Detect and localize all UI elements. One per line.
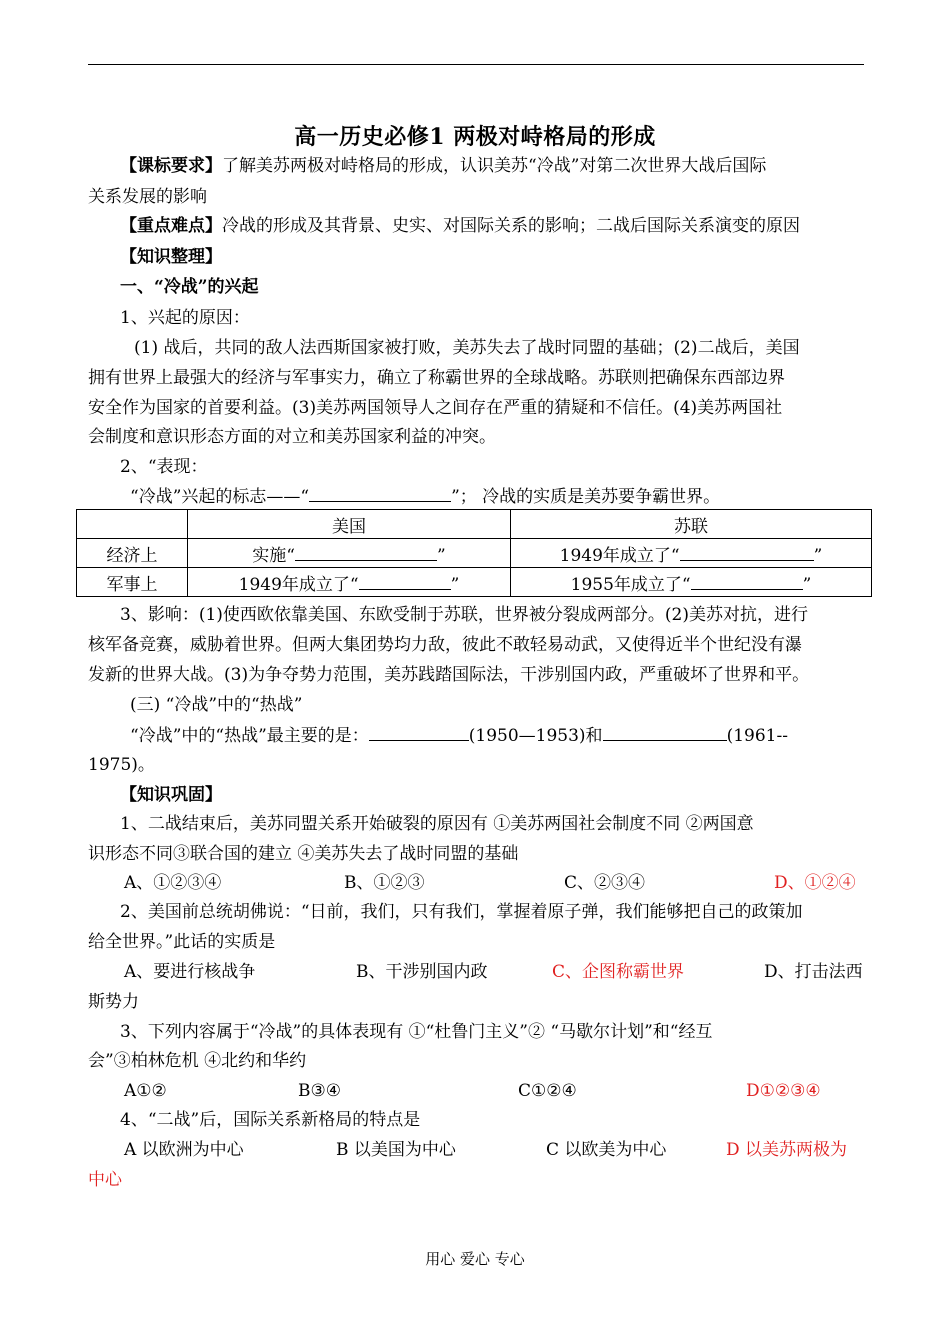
impact-line: 3、影响：(1)使西欧依靠美国、东欧受制于苏联，世界被分裂成两部分。(2)美苏对抗，进行 — [120, 605, 808, 625]
causes-line: 安全作为国家的首要利益。(3)美苏两国领导人之间存在严重的猜疑和不信任。(4)美苏两国社 — [88, 398, 783, 418]
question-2: 2、美国前总统胡佛说：“日前，我们，只有我们，掌握着原子弹，我们能够把自己的政策加 — [120, 902, 803, 922]
knowledge-heading: 【知识整理】 — [120, 247, 222, 267]
causes-line: (1) 战后，共同的敌人法西斯国家被打败，美苏失去了战时同盟的基础；(2)二战后，美国 — [134, 338, 800, 358]
option-b[interactable]: B、①②③ — [344, 873, 425, 893]
hot-war-question: “冷战”中的“热战”最主要的是： (1950—1953)和 (1961-- — [130, 726, 788, 746]
page-footer: 用心 爱心 专心 — [425, 1250, 525, 1268]
table-cell: 1949年成立了“ ” — [188, 568, 511, 597]
option-a[interactable]: A、要进行核战争 — [124, 962, 256, 982]
causes-line: 拥有世界上最强大的经济与军事实力，确立了称霸世界的全球战略。苏联则把确保东西部边界 — [88, 368, 785, 388]
impact-line: 核军备竞赛，威胁着世界。但两大集团势均力敌，彼此不敢轻易动武，又使得近半个世纪没有瀑 — [88, 635, 802, 655]
curriculum-requirement — [120, 155, 766, 177]
option-c[interactable]: C、②③④ — [564, 873, 646, 893]
table-cell — [77, 510, 188, 539]
question-1-cont: 识形态不同③联合国的建立 ④美苏失去了战时同盟的基础 — [88, 844, 519, 864]
table-row — [77, 568, 872, 597]
table-row — [77, 539, 872, 568]
comparison-table — [76, 509, 872, 597]
question-3: 3、下列内容属于“冷战”的具体表现有 ①“杜鲁门主义”② “马歇尔计划”和“经互 — [120, 1022, 713, 1042]
question-3-cont: 会”③柏林危机 ④北约和华约 — [88, 1051, 307, 1071]
table-header: 美国 — [188, 510, 511, 539]
consolidate-heading: 【知识巩固】 — [120, 785, 222, 805]
option-a[interactable]: A①② — [124, 1081, 167, 1101]
table-row — [77, 510, 872, 539]
question-2-cont: 给全世界。”此话的实质是 — [88, 932, 276, 952]
table-cell: 1955年成立了“ ” — [511, 568, 872, 597]
answer-blank[interactable] — [369, 724, 469, 741]
option-d-answer[interactable]: D、①②④ — [774, 873, 856, 893]
table-header: 苏联 — [511, 510, 872, 539]
table-row-label: 军事上 — [77, 568, 188, 597]
key-points-text: 冷战的形成及其背景、史实、对国际关系的影响；二战后国际关系演变的原因 — [222, 216, 800, 236]
answer-blank[interactable] — [603, 724, 727, 741]
table-row-label: 经济上 — [77, 539, 188, 568]
option-c[interactable]: C 以欧美为中心 — [546, 1140, 667, 1160]
option-d-answer[interactable]: D①②③④ — [746, 1081, 821, 1101]
section-heading: 一、“冷战”的兴起 — [120, 277, 259, 297]
option-c-answer[interactable]: C、企图称霸世界 — [552, 962, 685, 982]
impact-line: 发新的世界大战。(3)为争夺势力范围，美苏践踏国际法，干涉别国内政，严重破坏了世界和平。 — [88, 665, 810, 685]
option-a[interactable]: A 以欧洲为中心 — [124, 1140, 244, 1160]
requirement-text-cont: 关系发展的影响 — [88, 187, 207, 207]
option-d[interactable]: D、打击法西 — [764, 962, 863, 982]
causes-line: 会制度和意识形态方面的对立和美苏国家利益的冲突。 — [88, 427, 496, 447]
answer-blank[interactable] — [309, 485, 451, 502]
header-rule — [88, 64, 864, 65]
option-d-cont: 中心 — [88, 1170, 122, 1190]
option-d-answer[interactable]: D 以美苏两极为 — [726, 1140, 848, 1160]
causes-heading: 1、兴起的原因： — [120, 308, 250, 328]
answer-blank[interactable] — [691, 573, 803, 590]
option-b[interactable]: B 以美国为中心 — [336, 1140, 456, 1160]
table-cell: 实施“ ” — [188, 539, 511, 568]
answer-blank[interactable] — [680, 544, 814, 561]
page-title: 高一历史必修1 两极对峙格局的形成 — [294, 124, 656, 150]
answer-blank[interactable] — [295, 544, 437, 561]
option-a[interactable]: A、①②③④ — [124, 873, 222, 893]
question-1: 1、二战结束后，美苏同盟关系开始破裂的原因有 ①美苏两国社会制度不同 ②两国意 — [120, 814, 754, 834]
requirement-text: 了解美苏两极对峙格局的形成，认识美苏“冷战”对第二次世界大战后国际 — [222, 156, 767, 176]
hot-war-cont: 1975)。 — [88, 755, 155, 775]
cold-war-mark: “冷战”兴起的标志——“ ”； 冷战的实质是美苏要争霸世界。 — [130, 487, 721, 507]
option-b[interactable]: B③④ — [298, 1081, 341, 1101]
requirement-label: 【课标要求】 — [120, 156, 222, 176]
hot-war-heading: (三) “冷战”中的“热战” — [130, 695, 303, 715]
table-cell: 1949年成立了“ ” — [511, 539, 872, 568]
question-4: 4、“二战”后，国际关系新格局的特点是 — [120, 1110, 421, 1130]
answer-blank[interactable] — [359, 573, 451, 590]
key-points — [120, 215, 800, 237]
option-c[interactable]: C①②④ — [518, 1081, 577, 1101]
option-b[interactable]: B、干涉别国内政 — [356, 962, 488, 982]
option-d-cont: 斯势力 — [88, 992, 139, 1012]
key-points-label: 【重点难点】 — [120, 216, 222, 236]
performance-heading: 2、“表现： — [120, 457, 208, 477]
